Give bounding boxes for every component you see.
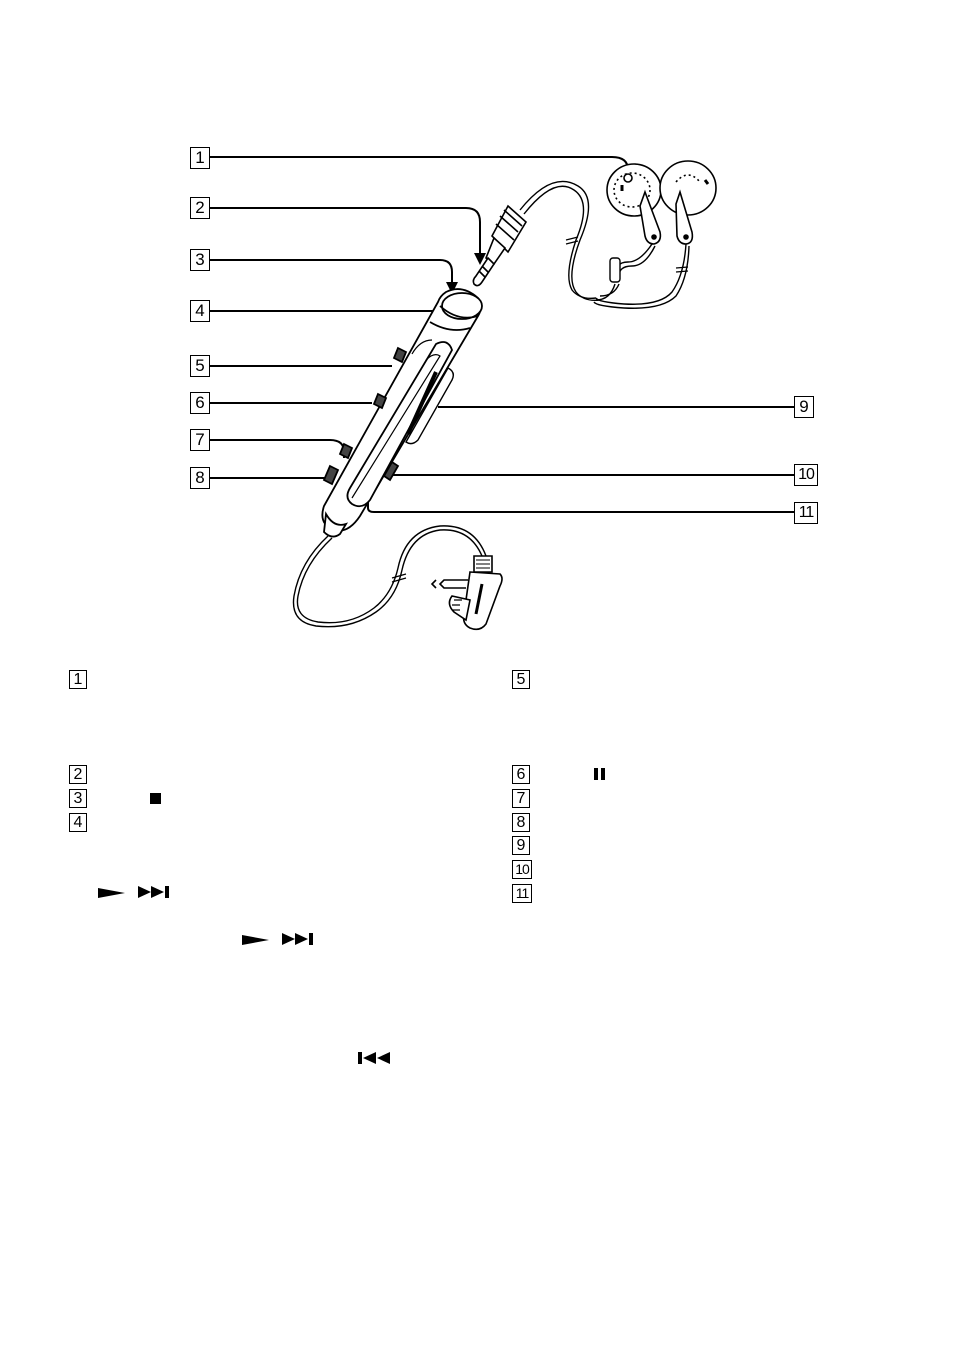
callout-9: 9 — [794, 396, 814, 418]
next-track-icon — [137, 884, 173, 900]
list-marker-8: 8 — [512, 813, 530, 832]
list-marker-6: 6 — [512, 765, 530, 784]
list-marker-10: 10 — [512, 860, 532, 879]
earphones — [607, 161, 716, 244]
list-marker-1: 1 — [69, 670, 87, 689]
callout-4: 4 — [190, 300, 210, 322]
callout-3: 3 — [190, 249, 210, 271]
callout-1: 1 — [190, 147, 210, 169]
next-track-icon — [281, 931, 317, 947]
play-icon — [97, 886, 127, 900]
callout-10: 10 — [794, 464, 818, 486]
callout-11: 11 — [794, 502, 818, 524]
list-marker-7: 7 — [512, 789, 530, 808]
stereo-mini-plug — [432, 556, 502, 629]
previous-track-icon — [357, 1050, 395, 1066]
callout-8: 8 — [190, 467, 210, 489]
play-icon — [241, 933, 271, 947]
remote-top-cap — [442, 293, 482, 319]
list-marker-3: 3 — [69, 789, 87, 808]
pause-icon — [592, 767, 608, 781]
callout-5: 5 — [190, 355, 210, 377]
stop-icon — [149, 792, 163, 806]
leader-line-3 — [210, 260, 452, 283]
list-marker-5: 5 — [512, 670, 530, 689]
callout-6: 6 — [190, 392, 210, 414]
right-earbud — [660, 161, 716, 215]
headphone-plug — [473, 206, 526, 286]
list-marker-2: 2 — [69, 765, 87, 784]
leader-line-2 — [210, 208, 480, 255]
callout-7: 7 — [190, 429, 210, 451]
list-marker-9: 9 — [512, 836, 530, 855]
left-earbud — [607, 164, 661, 216]
list-marker-11: 11 — [512, 884, 532, 903]
callout-2: 2 — [190, 197, 210, 219]
remote-body — [322, 289, 482, 536]
leader-line-1 — [210, 157, 628, 178]
list-marker-4: 4 — [69, 813, 87, 832]
leader-line-7 — [210, 440, 344, 458]
leader-lines — [210, 157, 794, 512]
